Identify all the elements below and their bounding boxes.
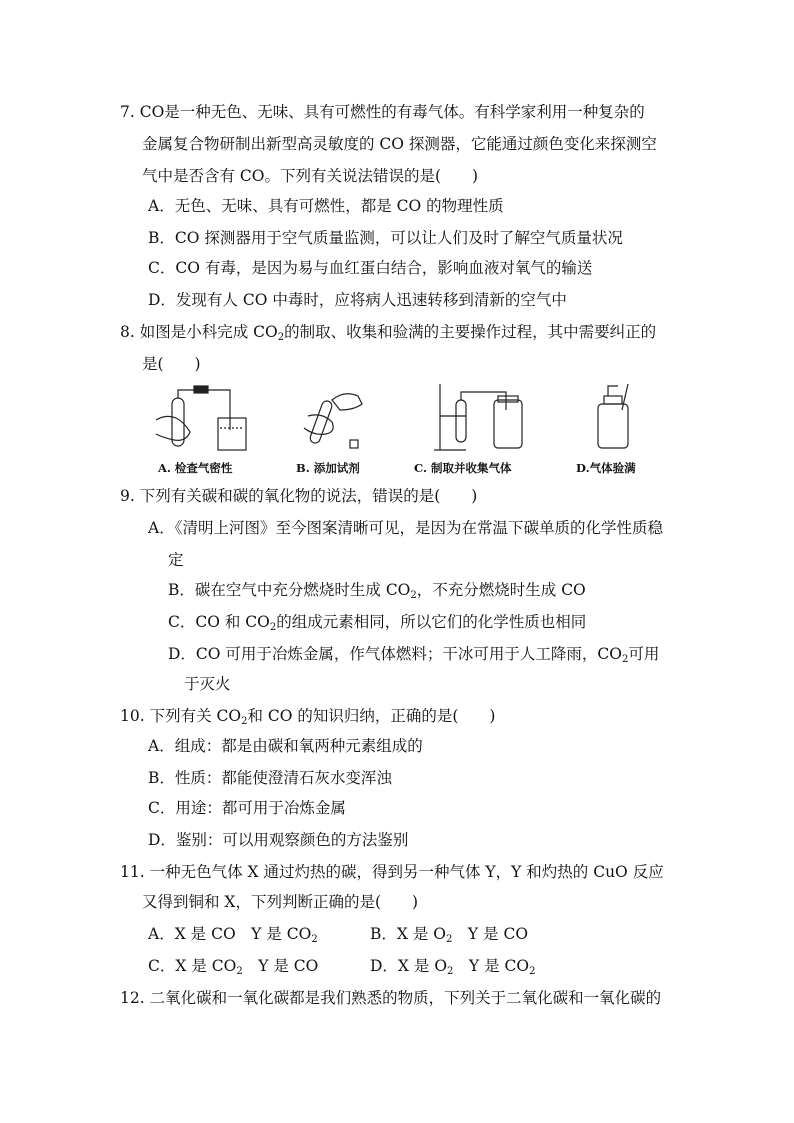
q7-option-d: D．发现有人 CO 中毒时，应将病人迅速转移到清新的空气中	[148, 291, 567, 309]
q11-d-sub: 2	[447, 966, 454, 977]
q11-c-text-b: Y 是 CO	[242, 957, 319, 975]
q10-option-c: C．用途：都可用于冶炼金属	[148, 799, 346, 817]
q10-option-d: D．鉴别：可以用观察颜色的方法鉴别	[148, 831, 409, 849]
q9-option-d-2: 于灭火	[184, 675, 231, 693]
q11-option-d	[370, 956, 535, 976]
q11-option-a	[148, 924, 318, 944]
q11-line-1: 11. 一种无色气体 X 通过灼热的碳，得到另一种气体 Y，Y 和灼热的 CuO 反应	[120, 863, 664, 881]
q11-a-sub: 2	[311, 934, 318, 945]
q11-line-2: 又得到铜和 X，下列判断正确的是( )	[142, 893, 419, 911]
q9-c-sub: 2	[269, 622, 277, 633]
apparatus-illustration	[148, 380, 688, 460]
q10-text-a: 10. 下列有关 CO	[120, 707, 242, 725]
q9-option-a-1: A．《清明上河图》至今图案清晰可见，是因为在常温下碳单质的化学性质稳	[148, 519, 663, 537]
q9-b-text-b: ，不充分燃烧时生成 CO	[416, 581, 586, 599]
q9-b-text-a: B．碳在空气中充分燃烧时生成 CO	[168, 581, 411, 599]
q9-line-1: 9. 下列有关碳和碳的氧化物的说法，错误的是( )	[120, 487, 478, 505]
q8-text-b: 的制取、收集和验满的主要操作过程，其中需要纠正的	[284, 323, 657, 341]
q11-d-text-a: D．X 是 O	[370, 957, 448, 975]
q11-c-text-a: C．X 是 CO	[148, 957, 237, 975]
q11-d-text-b: Y 是 CO	[453, 957, 530, 975]
q9-c-text-b: 的组成元素相同，所以它们的化学性质也相同	[276, 613, 587, 631]
apparatus-b	[304, 394, 362, 448]
q7-line-3: 气中是否含有 CO。下列有关说法错误的是( )	[142, 167, 479, 185]
q11-b-text-a: B．X 是 O	[370, 925, 446, 943]
q9-c-text-a: C．CO 和 CO	[168, 613, 270, 631]
apparatus-d	[598, 384, 628, 448]
q10-option-a: A．组成：都是由碳和氧两种元素组成的	[148, 737, 423, 755]
q8-text-a: 8. 如图是小科完成 CO	[120, 323, 278, 341]
q10-option-b: B．性质：都能使澄清石灰水变浑浊	[148, 769, 392, 787]
q11-b-text-b: Y 是 CO	[452, 925, 529, 943]
q7-option-a: A．无色、无味、具有可燃性，都是 CO 的物理性质	[148, 197, 504, 215]
q7-line-2: 金属复合物研制出新型高灵敏度的 CO 探测器，它能通过颜色变化来探测空	[142, 135, 657, 153]
q11-option-c	[148, 956, 318, 976]
q8-figure	[148, 380, 688, 480]
q10-sub: 2	[241, 716, 248, 727]
q11-option-b	[370, 924, 528, 944]
q10-line-1	[120, 706, 495, 726]
q8-sub: 2	[277, 332, 285, 343]
q10-text-b: 和 CO 的知识归纳，正确的是( )	[247, 707, 496, 725]
q9-option-a-2: 定	[168, 551, 184, 569]
figure-caption-b: B. 添加试剂	[296, 461, 360, 475]
q7-option-b: B．CO 探测器用于空气质量监测，可以让人们及时了解空气质量状况	[148, 229, 623, 247]
q7-option-c: C．CO 有毒，是因为易与血红蛋白结合，影响血液对氧气的输送	[148, 259, 593, 277]
q9-b-sub: 2	[410, 590, 417, 601]
q11-a-text: A．X 是 CO Y 是 CO	[148, 925, 312, 943]
q12-line-1: 12. 二氧化碳和一氧化碳都是我们熟悉的物质，下列关于二氧化碳和一氧化碳的	[120, 989, 662, 1007]
q9-option-d-1	[168, 644, 659, 664]
q8-line-2: 是( )	[142, 355, 201, 373]
q9-d-text-a: D．CO 可用于冶炼金属，作气体燃料；干冰可用于人工降雨，CO	[168, 645, 622, 663]
q9-option-c	[168, 612, 586, 632]
q9-option-b	[168, 580, 586, 600]
figure-caption-c: C. 制取并收集气体	[414, 461, 512, 475]
q11-d-sub-2: 2	[529, 966, 536, 977]
q11-c-sub: 2	[236, 966, 243, 977]
q9-d-sub: 2	[622, 654, 629, 665]
q7-line-1: 7. CO是一种无色、无味、具有可燃性的有毒气体。有科学家利用一种复杂的	[120, 103, 645, 121]
figure-caption-d: D.气体验满	[576, 461, 636, 475]
apparatus-a	[156, 386, 246, 450]
figure-caption-a: A. 检查气密性	[158, 461, 233, 475]
q11-b-sub: 2	[446, 934, 453, 945]
q8-line-1	[120, 322, 656, 342]
apparatus-c	[434, 384, 522, 450]
q9-d-text-b: 可用	[628, 645, 660, 663]
